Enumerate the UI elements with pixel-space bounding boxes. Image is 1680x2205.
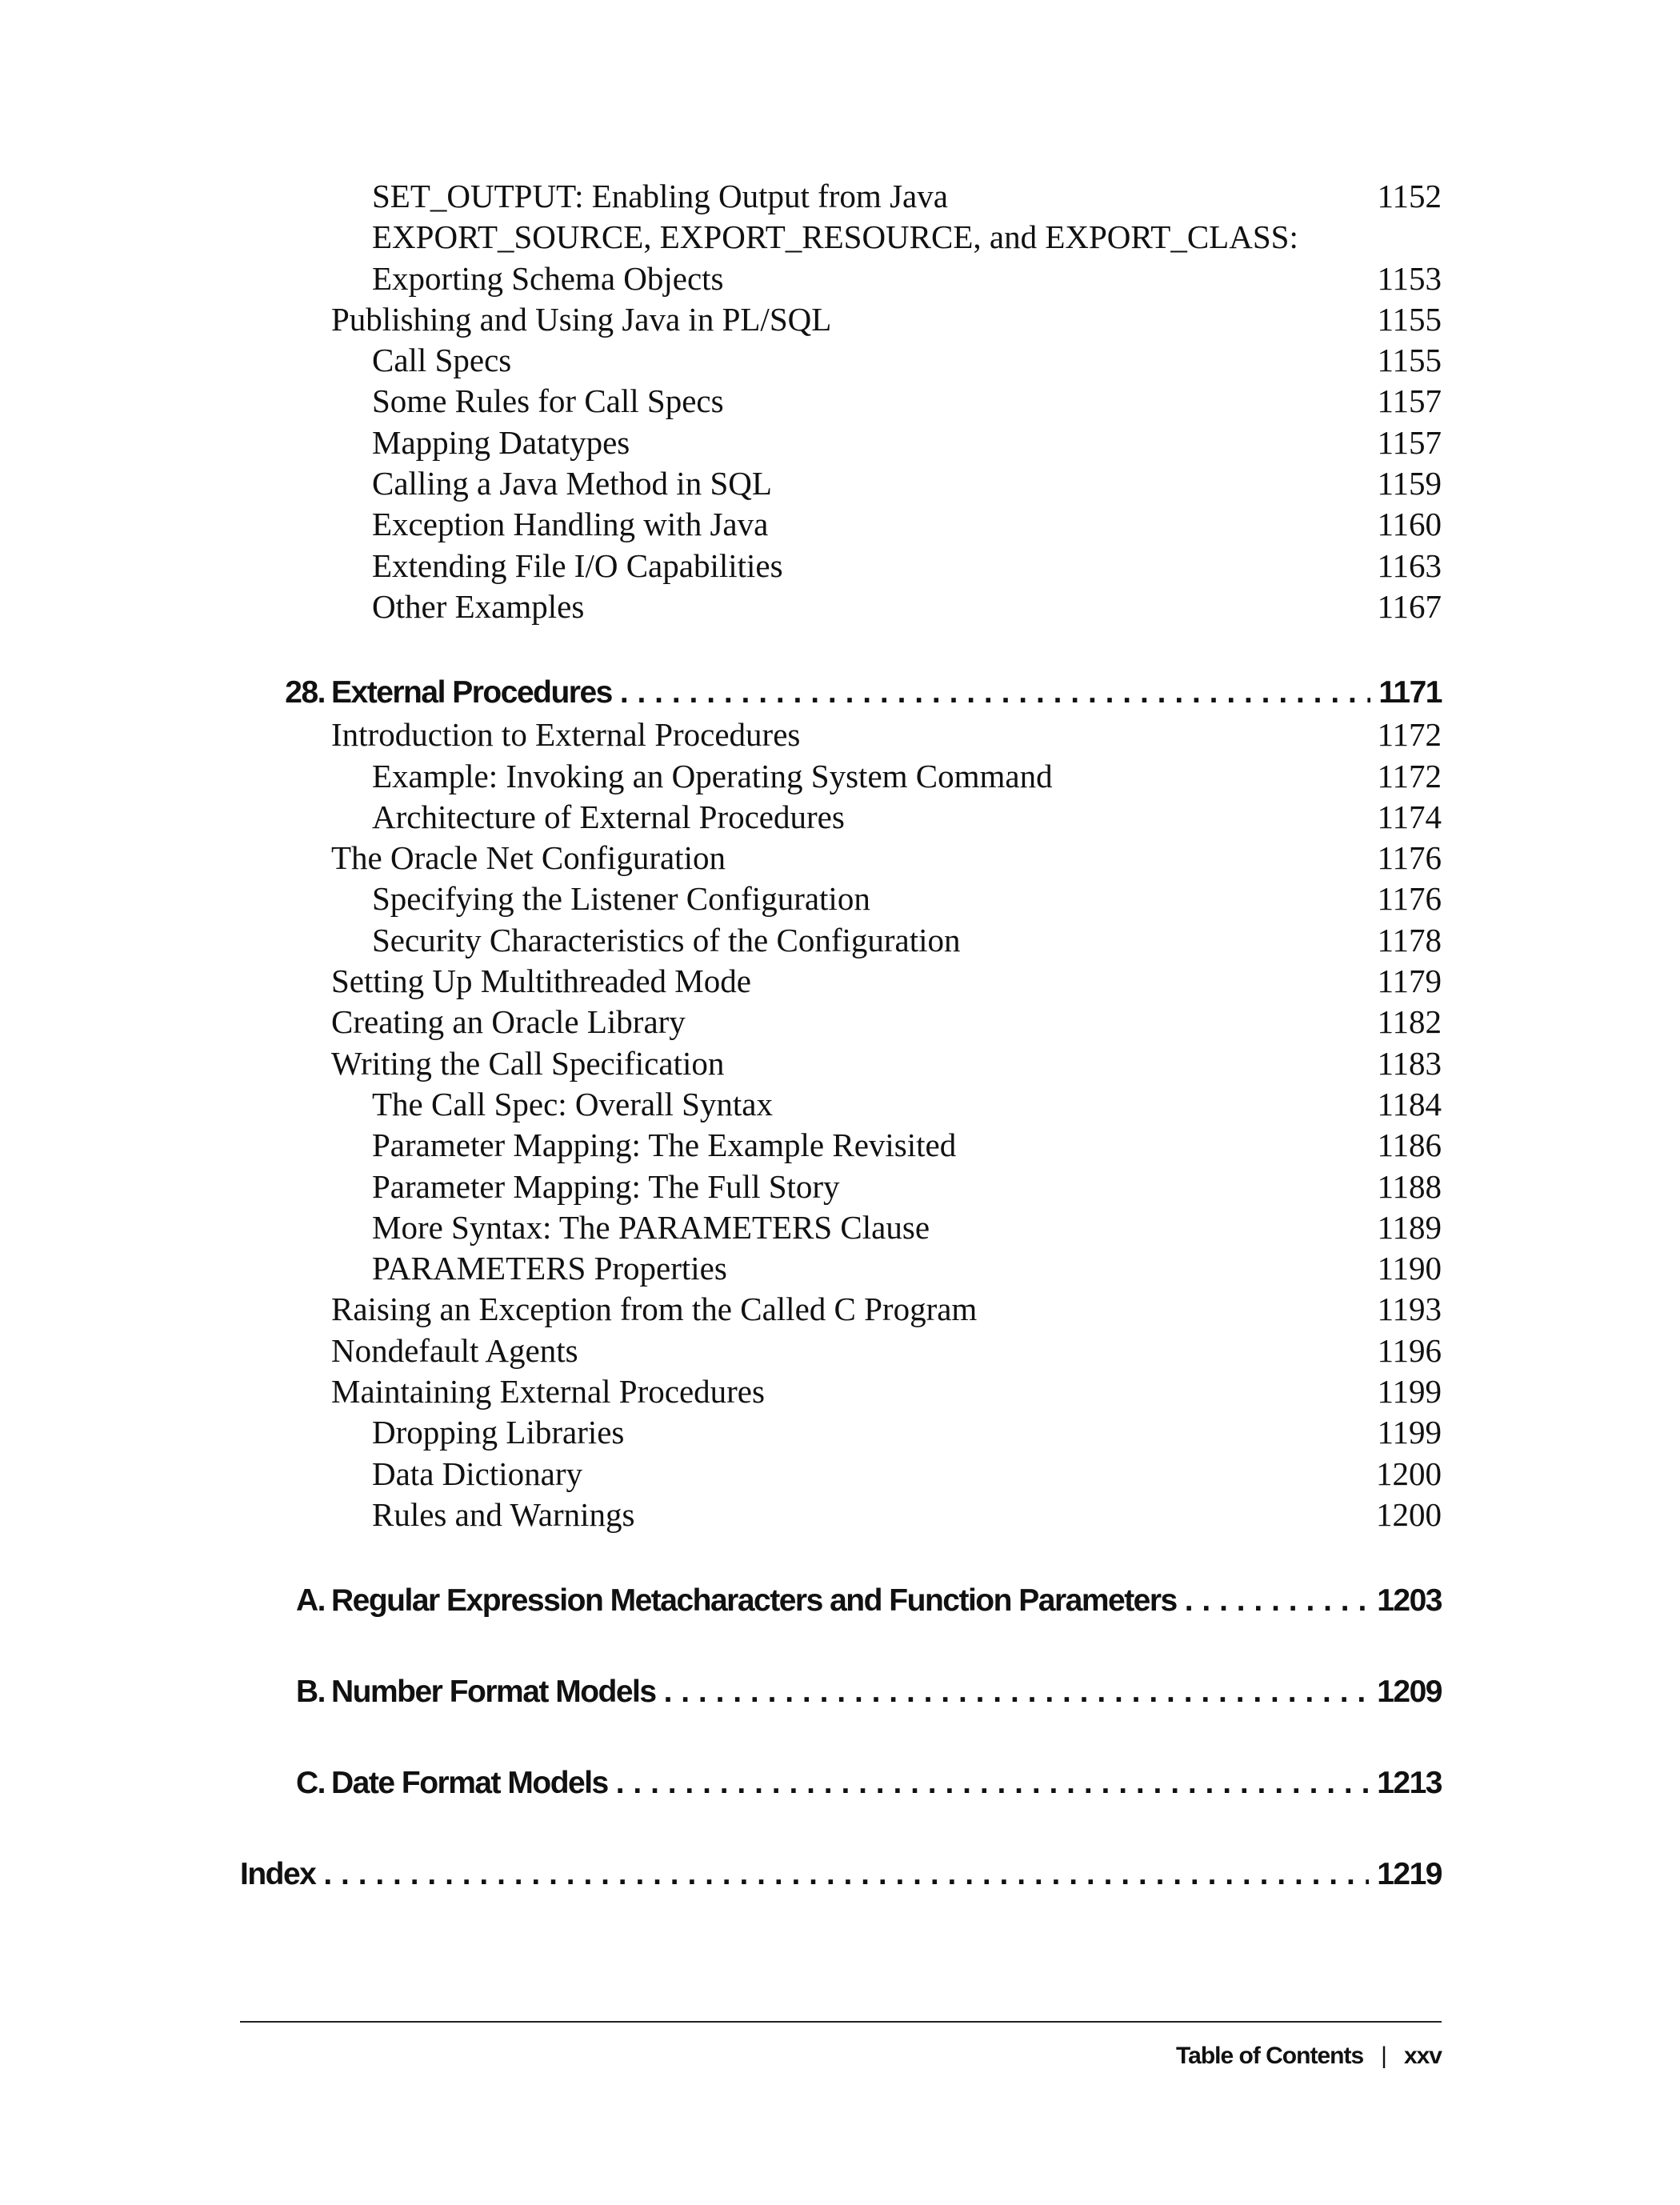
toc-entry[interactable] xyxy=(240,1248,1442,1289)
toc-entry-title: Exporting Schema Objects xyxy=(372,259,724,297)
toc-entry[interactable] xyxy=(240,920,1442,961)
chapter-title: External Procedures xyxy=(331,675,612,710)
toc-appendix-c[interactable] xyxy=(240,1762,1442,1805)
toc-entry-page: 1174 xyxy=(1377,798,1442,835)
toc-entry[interactable] xyxy=(240,176,1442,217)
footer-section-title: Table of Contents xyxy=(1176,2043,1364,2069)
toc-entry-title: Parameter Mapping: The Example Revisited xyxy=(372,1127,957,1164)
toc-entry-title: Calling a Java Method in SQL xyxy=(372,465,772,502)
toc-entry-page: 1199 xyxy=(1377,1373,1442,1411)
appendix-title: Number Format Models xyxy=(331,1675,656,1710)
toc-entry[interactable] xyxy=(240,463,1442,504)
toc-entry-title: Some Rules for Call Specs xyxy=(372,382,724,420)
toc-entry-page: 1160 xyxy=(1377,506,1442,543)
toc-appendix-a[interactable] xyxy=(240,1579,1442,1623)
toc-entry-page: 1155 xyxy=(1377,342,1442,379)
toc-entry-title: Example: Invoking an Operating System Command xyxy=(372,757,1053,794)
toc-entry-page: 1176 xyxy=(1377,880,1442,918)
appendix-title: Date Format Models xyxy=(331,1766,608,1801)
toc-entry-page: 1176 xyxy=(1377,839,1442,877)
toc-entry-page: 1182 xyxy=(1377,1003,1442,1041)
toc-entry[interactable] xyxy=(240,340,1442,381)
toc-entry-title: Data Dictionary xyxy=(372,1455,582,1492)
toc-entry-page: 1152 xyxy=(1377,178,1442,214)
toc-entry-title: Writing the Call Specification xyxy=(331,1044,725,1082)
toc-entry-title: Mapping Datatypes xyxy=(372,423,630,461)
toc-entry[interactable] xyxy=(240,797,1442,838)
toc-entry-page: 1172 xyxy=(1377,757,1442,794)
toc-entry-page: 1167 xyxy=(1377,587,1442,625)
toc-entry[interactable] xyxy=(240,1125,1442,1166)
toc-entry[interactable] xyxy=(240,1412,1442,1453)
toc-entry[interactable] xyxy=(240,714,1442,755)
toc-entry-page: 1179 xyxy=(1377,962,1442,1000)
toc-entry[interactable] xyxy=(240,1084,1442,1125)
footer-rule xyxy=(240,2021,1442,2023)
page-footer xyxy=(1176,2039,1442,2074)
toc-index[interactable] xyxy=(240,1853,1442,1896)
toc-entry-title: The Oracle Net Configuration xyxy=(331,839,726,877)
toc-entry-page: 1157 xyxy=(1377,382,1442,420)
toc-entry-title: Publishing and Using Java in PL/SQL xyxy=(331,300,832,338)
toc-entry[interactable] xyxy=(240,1002,1442,1042)
toc-entry-title: Security Characteristics of the Configuration xyxy=(372,921,961,958)
toc-entry-page: 1190 xyxy=(1377,1250,1442,1287)
footer-separator: | xyxy=(1381,2043,1386,2069)
toc-entry-title: PARAMETERS Properties xyxy=(372,1250,727,1287)
dot-leader xyxy=(664,1671,1370,1714)
chapter-number: 28. xyxy=(285,675,325,710)
dot-leader xyxy=(620,671,1371,714)
toc-entry[interactable] xyxy=(240,546,1442,586)
toc-section-java-continued xyxy=(240,176,1442,627)
toc-entry-page: 1200 xyxy=(1376,1455,1442,1492)
toc-section-chapter-28 xyxy=(240,714,1442,1535)
toc-entry[interactable] xyxy=(240,1207,1442,1248)
toc-entry-page: 1153 xyxy=(1377,259,1442,297)
toc-entry-title: Maintaining External Procedures xyxy=(331,1373,765,1411)
toc-entry-page: 1184 xyxy=(1377,1085,1442,1123)
toc-entry[interactable] xyxy=(240,1167,1442,1207)
toc-entry[interactable] xyxy=(240,961,1442,1002)
toc-entry-page: 1157 xyxy=(1377,423,1442,461)
toc-entry-title: EXPORT_SOURCE, EXPORT_RESOURCE, and EXPORT_CLASS: xyxy=(372,218,1298,256)
toc-entry-title: SET_OUTPUT: Enabling Output from Java xyxy=(372,178,948,214)
toc-entry-title: The Call Spec: Overall Syntax xyxy=(372,1085,773,1123)
toc-entry[interactable] xyxy=(240,1454,1442,1495)
dot-leader xyxy=(1185,1579,1369,1623)
toc-entry[interactable] xyxy=(240,756,1442,797)
toc-entry[interactable] xyxy=(240,504,1442,545)
toc-entry-page: 1193 xyxy=(1377,1291,1442,1328)
appendix-letter: A. xyxy=(296,1583,325,1619)
toc-entry[interactable] xyxy=(240,1371,1442,1412)
footer-page-number: xxv xyxy=(1403,2043,1442,2069)
toc-entry-page: 1172 xyxy=(1377,716,1442,754)
toc-entry-page: 1163 xyxy=(1377,546,1442,584)
appendix-title: Regular Expression Metacharacters and Function Parameters xyxy=(331,1583,1177,1619)
chapter-page: 1171 xyxy=(1378,675,1442,710)
toc-entry-title: Other Examples xyxy=(372,587,585,625)
toc-entry[interactable] xyxy=(240,586,1442,627)
toc-entry-page: 1186 xyxy=(1377,1127,1442,1164)
toc-entry[interactable] xyxy=(240,1331,1442,1371)
toc-entry[interactable] xyxy=(240,217,1442,258)
toc-entry-title: Creating an Oracle Library xyxy=(331,1003,686,1041)
toc-entry-title: Setting Up Multithreaded Mode xyxy=(331,962,751,1000)
toc-entry-page: 1200 xyxy=(1376,1495,1442,1533)
toc-entry-title: Introduction to External Procedures xyxy=(331,716,801,754)
toc-entry[interactable] xyxy=(240,299,1442,340)
appendix-page: 1209 xyxy=(1377,1675,1442,1710)
toc-entry-title: Architecture of External Procedures xyxy=(372,798,845,835)
appendix-page: 1213 xyxy=(1377,1766,1442,1801)
toc-entry-page: 1178 xyxy=(1377,921,1442,958)
toc-entry-title: Parameter Mapping: The Full Story xyxy=(372,1167,840,1205)
appendix-letter: C. xyxy=(296,1766,325,1801)
appendix-page: 1203 xyxy=(1377,1583,1442,1619)
appendix-letter: B. xyxy=(296,1675,325,1710)
toc-entry[interactable] xyxy=(240,1289,1442,1330)
table-of-contents xyxy=(240,176,1442,1896)
toc-entry-title: Dropping Libraries xyxy=(372,1414,625,1451)
toc-entry-title: Exception Handling with Java xyxy=(372,506,769,543)
toc-entry-title: Nondefault Agents xyxy=(331,1331,578,1369)
toc-entry-page: 1199 xyxy=(1377,1414,1442,1451)
toc-entry-title: More Syntax: The PARAMETERS Clause xyxy=(372,1208,930,1246)
dot-leader xyxy=(323,1853,1369,1896)
toc-entry[interactable] xyxy=(240,258,1442,299)
toc-entry[interactable] xyxy=(240,422,1442,463)
toc-entry-title: Call Specs xyxy=(372,342,512,379)
toc-entry[interactable] xyxy=(240,1495,1442,1535)
toc-entry-title: Specifying the Listener Configuration xyxy=(372,880,870,918)
toc-entry[interactable] xyxy=(240,381,1442,422)
toc-appendix-b[interactable] xyxy=(240,1671,1442,1714)
toc-entry-title: Rules and Warnings xyxy=(372,1495,635,1533)
toc-entry-page: 1188 xyxy=(1377,1167,1442,1205)
dot-leader xyxy=(616,1762,1370,1805)
index-page: 1219 xyxy=(1377,1857,1442,1892)
toc-entry[interactable] xyxy=(240,838,1442,878)
toc-chapter-28[interactable] xyxy=(240,671,1442,714)
toc-entry-title: Extending File I/O Capabilities xyxy=(372,546,783,584)
toc-entry-page: 1159 xyxy=(1377,465,1442,502)
toc-entry[interactable] xyxy=(240,878,1442,919)
toc-entry-page: 1189 xyxy=(1377,1208,1442,1246)
index-title: Index xyxy=(240,1857,316,1892)
toc-entry-page: 1183 xyxy=(1377,1044,1442,1082)
toc-entry-page: 1196 xyxy=(1377,1331,1442,1369)
toc-entry-title: Raising an Exception from the Called C Program xyxy=(331,1291,978,1328)
toc-entry-page: 1155 xyxy=(1377,300,1442,338)
toc-entry[interactable] xyxy=(240,1043,1442,1084)
